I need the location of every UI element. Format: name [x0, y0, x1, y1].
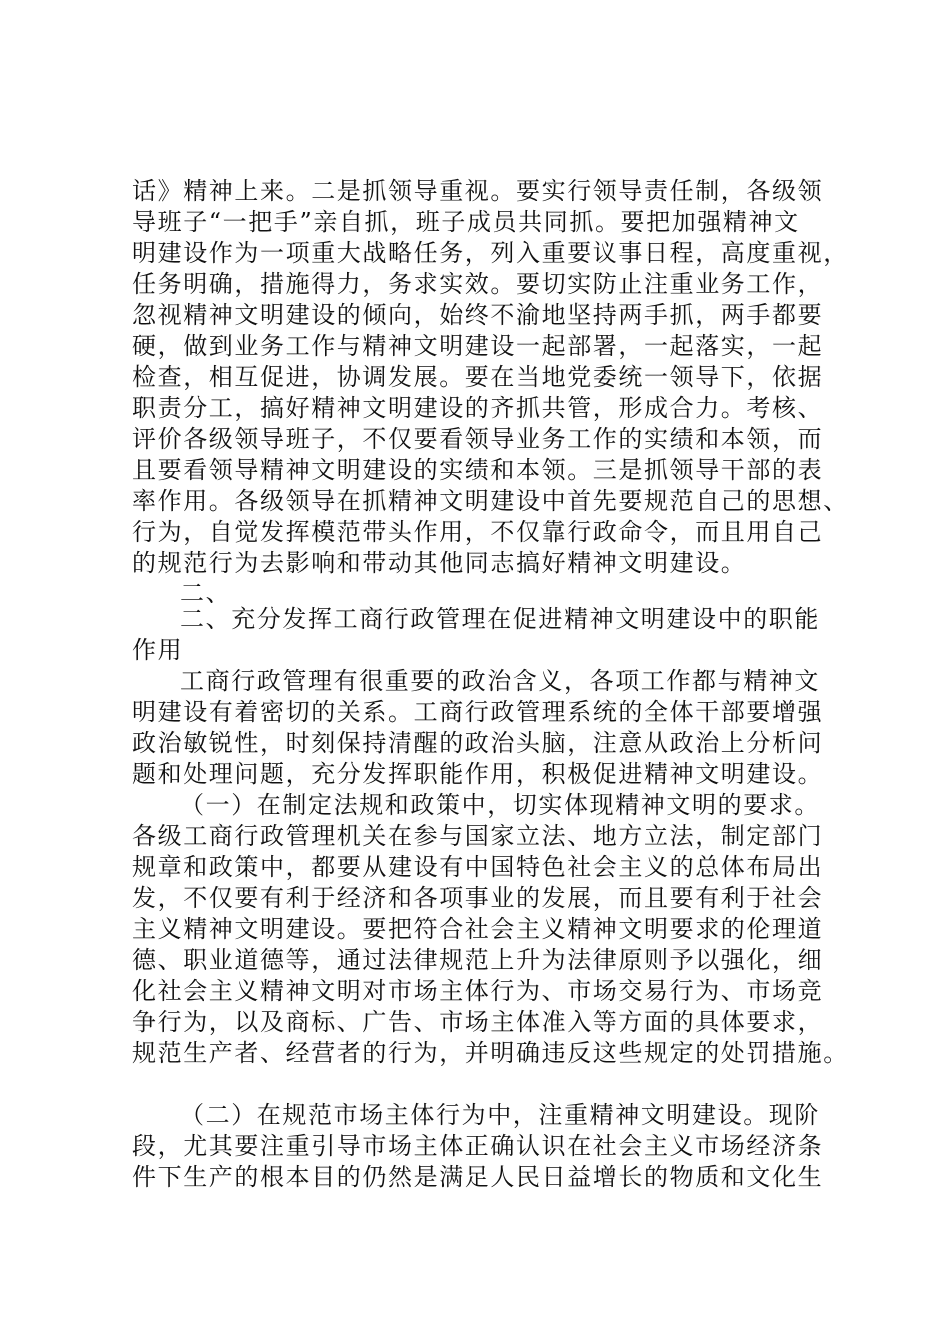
- text-line: 行为，自觉发挥模范带头作用，不仅靠行政命令，而且用自己: [132, 518, 824, 546]
- text-line: 且要看领导精神文明建设的实绩和本领。三是抓领导干部的表: [132, 456, 824, 484]
- text-line: 职责分工，搞好精神文明建设的齐抓共管，形成合力。考核、: [132, 394, 824, 422]
- text-line: 主义精神文明建设。要把符合社会主义精神文明要求的伦理道: [132, 915, 824, 943]
- text-line: 工商行政管理有很重要的政治含义，各项工作都与精神文: [180, 667, 820, 695]
- subsection-heading: （二）在规范市场主体行为中，注重精神文明建设。现阶: [180, 1101, 820, 1129]
- text-line: 件下生产的根本目的仍然是满足人民日益增长的物质和文化生: [132, 1163, 824, 1191]
- text-line: 政治敏锐性，时刻保持清醒的政治头脑，注意从政治上分析问: [132, 729, 824, 757]
- text-line: 规章和政策中，都要从建设有中国特色社会主义的总体布局出: [132, 853, 824, 881]
- text-line: 化社会主义精神文明对市场主体行为、市场交易行为、市场竞: [132, 977, 824, 1005]
- text-line: 明建设作为一项重大战略任务，列入重要议事日程，高度重视，: [132, 239, 849, 267]
- text-line: 话》精神上来。二是抓领导重视。要实行领导责任制，各级领: [132, 177, 824, 205]
- text-line: 德、职业道德等，通过法律规范上升为法律原则予以强化，细: [132, 946, 824, 974]
- text-line: 忽视精神文明建设的倾向，始终不渝地坚持两手抓，两手都要: [132, 301, 824, 329]
- text-line: 的规范行为去影响和带动其他同志搞好精神文明建设。: [132, 549, 747, 577]
- text-line: 评价各级领导班子，不仅要看领导业务工作的实绩和本领，而: [132, 425, 824, 453]
- text-line: 题和处理问题，充分发挥职能作用，积极促进精神文明建设。: [132, 760, 824, 788]
- text-line: 硬，做到业务工作与精神文明建设一起部署，一起落实，一起: [132, 332, 824, 360]
- subsection-heading: （一）在制定法规和政策中，切实体现精神文明的要求。: [180, 791, 820, 819]
- text-line: 检查，相互促进，协调发展。要在当地党委统一领导下，依据: [132, 363, 824, 391]
- text-line: 导班子“一把手”亲自抓，班子成员共同抓。要把加强精神文: [132, 208, 800, 236]
- text-line: 段，尤其要注重引导市场主体正确认识在社会主义市场经济条: [132, 1132, 824, 1160]
- text-line: 规范生产者、经营者的行为，并明确违反这些规定的处罚措施。: [132, 1039, 849, 1067]
- text-line: 任务明确，措施得力，务求实效。要切实防止注重业务工作，: [132, 270, 824, 298]
- text-line: 明建设有着密切的关系。工商行政管理系统的全体干部要增强: [132, 698, 824, 726]
- text-line: 争行为，以及商标、广告、市场主体准入等方面的具体要求，: [132, 1008, 824, 1036]
- section-heading-cont: 作用: [132, 636, 184, 664]
- section-marker: 二、: [180, 579, 232, 607]
- text-line: 率作用。各级领导在抓精神文明建设中首先要规范自己的思想、: [132, 487, 849, 515]
- text-line: 各级工商行政管理机关在参与国家立法、地方立法，制定部门: [132, 822, 824, 850]
- section-heading: 二、充分发挥工商行政管理在促进精神文明建设中的职能: [180, 605, 820, 633]
- text-line: 发，不仅要有利于经济和各项事业的发展，而且要有利于社会: [132, 884, 824, 912]
